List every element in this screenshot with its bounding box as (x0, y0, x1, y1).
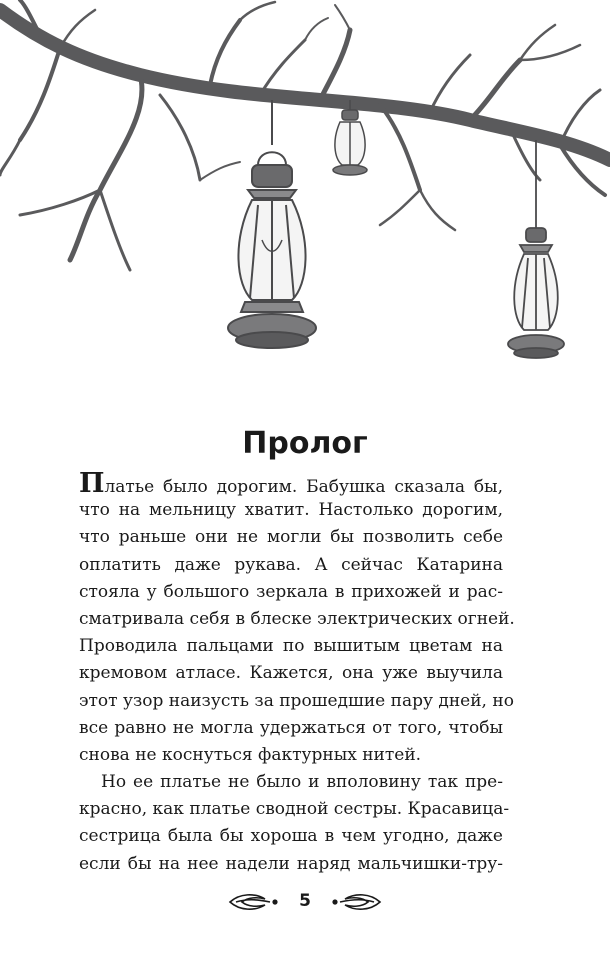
text-line: Платье было дорогим. Бабушка сказала бы, (79, 468, 503, 499)
text-line: оплатить даже рукава. А сейчас Катарина (79, 554, 503, 575)
text-line: красно, как платье сводной сестры. Красавица- (79, 799, 510, 820)
lantern-right (508, 140, 564, 358)
tree-branch (0, 0, 610, 270)
text-line: этот узор наизусть за прошедшие пару дней, но (79, 690, 514, 711)
body-text (79, 468, 515, 878)
chapter-title: Пролог (242, 426, 368, 462)
drop-cap: П (79, 468, 105, 499)
text-line: Проводила пальцами по вышитым цветам на (79, 636, 503, 657)
text-line: кремовом атласе. Кажется, она уже выучила (79, 663, 503, 684)
text-line: стояла у большого зеркала в прихожей и рас- (79, 581, 503, 602)
lantern-small (333, 100, 367, 175)
text-line: что на мельницу хватит. Настолько дорогим, (79, 500, 503, 521)
page-number: 5 (299, 891, 311, 911)
text-line: если бы на нее надели наряд мальчишки-тру- (79, 853, 503, 874)
branch-lanterns-illustration (0, 0, 610, 375)
text-line: что раньше они не могли бы позволить себе (79, 527, 503, 548)
text-line: сматривала себя в блеске электрических огней. (79, 608, 515, 629)
text-line: снова не коснуться фактурных нитей. (79, 744, 422, 765)
text-line: Но ее платье не было и вполовину так пре- (101, 772, 503, 793)
text-line: все равно не могла удержаться от того, чтобы (79, 717, 503, 738)
text-line: сестрица была бы хороша в чем угодно, даже (79, 826, 503, 847)
lantern-large (228, 100, 316, 348)
